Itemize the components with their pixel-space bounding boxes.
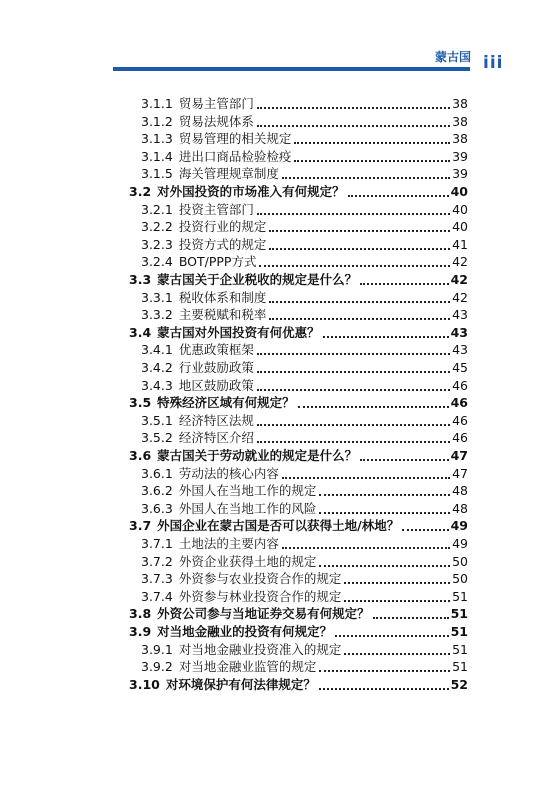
toc-entry-page: 52	[450, 676, 468, 692]
toc-entry[interactable]	[141, 465, 468, 482]
dot-leader	[344, 653, 450, 655]
toc-entry-title: 对外国投资的市场准入有何规定？	[157, 184, 345, 199]
toc-entry[interactable]	[141, 341, 468, 358]
toc-entry-page: 51	[452, 588, 468, 604]
toc-entry-page: 41	[452, 236, 468, 252]
toc-entry-title: 经济特区介绍	[178, 430, 254, 446]
dot-leader	[319, 565, 450, 567]
toc-entry-title: 外国企业在蒙古国是否可以获得土地/林地？	[157, 518, 400, 534]
dot-leader	[294, 160, 450, 162]
toc-entry-number: 3.5.2	[141, 430, 173, 446]
toc-entry[interactable]	[129, 676, 468, 693]
toc-entry-number: 3.2.4	[141, 254, 173, 270]
toc-entry-title: 海关管理规章制度	[178, 166, 279, 182]
toc-entry-title: 地区鼓励政策	[178, 377, 254, 393]
toc-entry[interactable]	[129, 447, 468, 464]
toc-entry[interactable]	[141, 201, 468, 218]
toc-entry[interactable]	[141, 535, 468, 552]
dot-leader	[344, 600, 450, 602]
toc-entry-page: 46	[452, 377, 468, 393]
toc-entry-number: 3.9.1	[141, 641, 173, 657]
toc-entry[interactable]	[141, 482, 468, 499]
toc-entry-page: 40	[452, 201, 468, 217]
toc-entry-page: 45	[452, 360, 468, 375]
toc-entry-number: 3.1.4	[141, 148, 173, 164]
dot-leader	[257, 424, 450, 426]
toc-entry[interactable]	[141, 588, 468, 605]
toc-entry-title: 对当地金融业投资准入的规定	[178, 641, 342, 657]
toc-entry[interactable]	[129, 517, 468, 534]
toc-entry-title: 投资主管部门	[178, 201, 254, 217]
toc-entry-number: 3.3.1	[141, 289, 173, 305]
toc-entry-number: 3.7.2	[141, 553, 173, 569]
header-rule	[113, 67, 470, 71]
toc-entry-number: 3.9	[129, 624, 152, 639]
toc-entry[interactable]	[141, 429, 468, 446]
page-number: iii	[483, 53, 504, 73]
toc-entry-title: 外资企业获得土地的规定	[178, 553, 317, 569]
toc-entry-number: 3.4.1	[141, 342, 173, 358]
toc-entry-page: 48	[452, 500, 468, 516]
toc-entry[interactable]	[129, 605, 468, 622]
toc-entry-page: 38	[452, 96, 468, 111]
toc-entry-title: 贸易管理的相关规定	[178, 131, 292, 147]
toc-entry-title: 外国人在当地工作的风险	[178, 500, 317, 516]
toc-entry-page: 48	[452, 483, 468, 499]
toc-entry[interactable]	[129, 394, 468, 411]
toc-entry-page: 39	[452, 148, 468, 164]
dot-leader	[402, 529, 448, 531]
toc-entry[interactable]	[141, 641, 468, 658]
dot-leader	[319, 688, 449, 690]
toc-entry-number: 3.2	[129, 184, 152, 199]
toc-entry-title: 投资方式的规定	[178, 236, 267, 252]
toc-entry-title: 劳动法的核心内容	[178, 465, 279, 481]
toc-entry-title: 投资行业的规定	[178, 219, 267, 235]
toc-entry-number: 3.8	[129, 606, 152, 622]
dot-leader	[360, 283, 448, 285]
dot-leader	[257, 441, 450, 443]
toc-entry-page: 46	[452, 430, 468, 446]
toc-entry-page: 42	[452, 254, 468, 270]
toc-entry[interactable]	[141, 289, 468, 306]
toc-entry-title: 进出口商品检验检疫	[178, 148, 292, 164]
dot-leader	[282, 177, 450, 179]
toc-entry-title: 对环境保护有何法律规定？	[165, 676, 316, 692]
dot-leader	[269, 301, 450, 303]
toc-entry-page: 43	[450, 324, 468, 340]
toc-entry-page: 38	[452, 131, 468, 147]
toc-entry-title: 主要税赋和税率	[178, 307, 267, 323]
toc-entry-page: 51	[452, 659, 468, 675]
toc-entry-title: 税收体系和制度	[178, 289, 267, 305]
dot-leader	[348, 195, 449, 197]
toc-entry[interactable]	[141, 253, 468, 270]
toc-entry-title: 蒙古国对外国投资有何优惠？	[157, 324, 320, 340]
toc-entry[interactable]	[141, 218, 468, 235]
toc-entry-number: 3.6.2	[141, 483, 173, 499]
toc-entry-number: 3.4.2	[141, 360, 173, 375]
toc-entry-number: 3.1.3	[141, 131, 173, 147]
toc-entry[interactable]	[141, 95, 468, 112]
toc-entry-page: 43	[452, 342, 468, 358]
dot-leader	[257, 213, 450, 215]
toc-entry-title: 土地法的主要内容	[178, 536, 279, 551]
toc-entry-page: 42	[452, 289, 468, 305]
toc-entry[interactable]	[129, 271, 468, 288]
toc-entry[interactable]	[141, 113, 468, 130]
toc-entry-page: 46	[452, 412, 468, 428]
toc-entry-page: 42	[450, 272, 468, 287]
dot-leader	[323, 336, 449, 338]
toc-entry-page: 47	[452, 465, 468, 481]
toc-entry-number: 3.6	[129, 448, 152, 463]
toc-entry-number: 3.3	[129, 272, 152, 287]
toc-entry-page: 49	[450, 518, 468, 534]
dot-leader	[269, 318, 450, 320]
dot-leader	[360, 459, 448, 461]
toc-entry-title: 特殊经济区域有何规定？	[157, 395, 295, 411]
toc-entry[interactable]	[141, 500, 468, 517]
toc-entry-title: BOT/PPP方式	[178, 254, 257, 270]
toc-entry-number: 3.4.3	[141, 377, 173, 393]
dot-leader	[257, 371, 450, 373]
toc-entry-page: 40	[452, 219, 468, 235]
toc-entry-number: 3.4	[129, 324, 152, 340]
toc-entry-title: 贸易主管部门	[178, 96, 254, 111]
toc-entry-page: 39	[452, 166, 468, 182]
toc-entry-page: 46	[450, 395, 468, 411]
toc-entry-title: 外国人在当地工作的规定	[178, 483, 317, 499]
toc-entry-number: 3.2.2	[141, 219, 173, 235]
toc-entry-title: 行业鼓励政策	[178, 360, 254, 375]
toc-entry-page: 49	[452, 536, 468, 551]
toc-entry-number: 3.1.2	[141, 113, 173, 129]
toc-entry[interactable]	[141, 377, 468, 394]
dot-leader	[294, 142, 450, 144]
toc-entry[interactable]	[141, 306, 468, 323]
toc-entry[interactable]	[141, 412, 468, 429]
toc-entry-number: 3.6.1	[141, 465, 173, 481]
header-title: 蒙古国	[434, 50, 471, 64]
toc-entry-title: 对当地金融业监管的规定	[178, 659, 317, 675]
toc-entry-page: 51	[450, 606, 468, 622]
toc-entry-page: 40	[450, 184, 468, 199]
toc-entry-number: 3.1.1	[141, 96, 173, 111]
toc-entry-title: 外资参与农业投资合作的规定	[178, 571, 342, 587]
toc-entry-page: 51	[450, 624, 468, 639]
toc-entry[interactable]	[129, 623, 468, 640]
toc-entry[interactable]	[141, 165, 468, 182]
dot-leader	[269, 230, 450, 232]
toc-entry-title: 蒙古国关于企业税收的规定是什么？	[157, 272, 358, 287]
toc-entry[interactable]	[129, 324, 468, 341]
dot-leader	[282, 477, 450, 479]
toc-entry-page: 50	[452, 571, 468, 587]
toc-entry-page: 50	[452, 553, 468, 569]
toc-entry-number: 3.7.3	[141, 571, 173, 587]
toc-entry-number: 3.9.2	[141, 659, 173, 675]
dot-leader	[373, 617, 449, 619]
toc-entry-title: 外资参与林业投资合作的规定	[178, 588, 342, 604]
toc-entry[interactable]	[141, 359, 468, 376]
toc-entry-page: 47	[450, 448, 468, 463]
toc-entry-title: 经济特区法规	[178, 412, 254, 428]
toc-entry[interactable]	[141, 570, 468, 587]
toc-entry-number: 3.3.2	[141, 307, 173, 323]
toc-entry-page: 51	[452, 641, 468, 657]
toc-entry-title: 优惠政策框架	[178, 342, 254, 358]
toc-entry-number: 3.1.5	[141, 166, 173, 182]
toc-entry-number: 3.5.1	[141, 412, 173, 428]
toc-entry[interactable]	[141, 553, 468, 570]
toc-entry[interactable]	[129, 183, 468, 200]
dot-leader	[344, 582, 450, 584]
dot-leader	[319, 512, 450, 514]
dot-leader	[319, 494, 450, 496]
dot-leader	[335, 635, 448, 637]
dot-leader	[298, 406, 449, 408]
toc-entry[interactable]	[141, 658, 468, 675]
toc-entry-number: 3.5	[129, 395, 152, 411]
toc-entry-page: 38	[452, 113, 468, 129]
dot-leader	[319, 670, 450, 672]
toc-entry-title: 贸易法规体系	[178, 113, 254, 129]
toc-entry-number: 3.7.4	[141, 588, 173, 604]
toc-entry-number: 3.2.3	[141, 236, 173, 252]
dot-leader	[269, 248, 450, 250]
toc-entry-number: 3.10	[129, 676, 160, 692]
dot-leader	[282, 547, 450, 549]
toc-entry[interactable]	[141, 130, 468, 147]
dot-leader	[257, 107, 450, 109]
dot-leader	[257, 125, 450, 127]
toc-entry-number: 3.2.1	[141, 201, 173, 217]
toc-entry-number: 3.7.1	[141, 536, 173, 551]
toc-entry-page: 43	[452, 307, 468, 323]
toc-entry-title: 对当地金融业的投资有何规定？	[157, 624, 333, 639]
toc-entry-number: 3.6.3	[141, 500, 173, 516]
toc-entry-title: 蒙古国关于劳动就业的规定是什么？	[157, 448, 358, 463]
toc-entry[interactable]	[141, 148, 468, 165]
dot-leader	[259, 265, 450, 267]
toc-entry-title: 外资公司参与当地证券交易有何规定？	[157, 606, 370, 622]
dot-leader	[257, 389, 450, 391]
toc-entry[interactable]	[141, 236, 468, 253]
dot-leader	[257, 353, 450, 355]
toc-entry-number: 3.7	[129, 518, 152, 534]
